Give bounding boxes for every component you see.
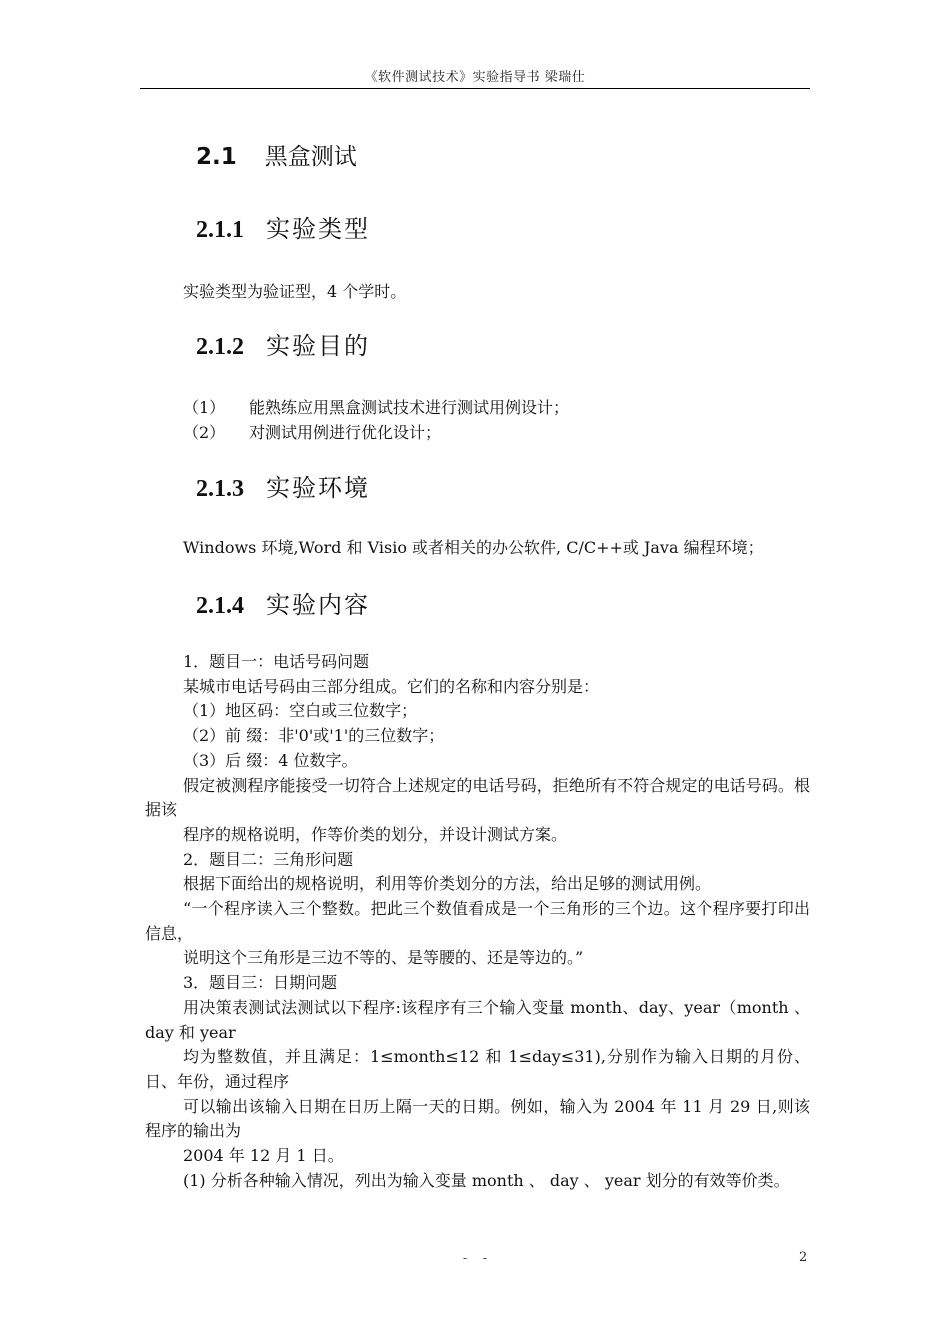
subsection-title: 实验目的 xyxy=(266,332,370,360)
list-item: （1）地区码：空白或三位数字； xyxy=(183,701,418,721)
subsection-heading xyxy=(196,326,370,361)
goal-item xyxy=(183,420,441,443)
goal-number: （2） xyxy=(183,423,226,442)
goal-item xyxy=(183,395,569,418)
footer-dashes: - - xyxy=(463,1251,493,1265)
goal-text: 能熟练应用黑盒测试技术进行测试用例设计； xyxy=(249,398,570,417)
subsection-heading xyxy=(196,468,370,503)
body-paragraph: 用决策表测试法测试以下程序:该程序有三个输入变量 month、day、year（month 、 day 和 year xyxy=(145,997,810,1042)
body-paragraph: 假定被测程序能接受一切符合上述规定的电话号码，拒绝所有不符合规定的电话号码。根据该 xyxy=(145,775,810,820)
subsection-heading xyxy=(196,209,370,244)
body-paragraph: 程序的规格说明，作等价类的划分，并设计测试方案。 xyxy=(183,824,568,844)
subsection-title: 实验类型 xyxy=(266,215,370,243)
section-number: 2.1 xyxy=(196,144,237,170)
body-paragraph: 根据下面给出的规格说明，利用等价类划分的方法，给出足够的测试用例。 xyxy=(183,874,712,894)
subsection-title: 实验环境 xyxy=(266,474,370,502)
body-paragraph: (1) 分析各种输入情况，列出为输入变量 month 、 day 、 year 划分的有效等价类。 xyxy=(183,1170,790,1190)
body-paragraph: 均为整数值，并且满足：1≤month≤12 和 1≤day≤31),分别作为输入日期的月份、日、年份，通过程序 xyxy=(145,1047,810,1091)
body-paragraph: 说明这个三角形是三边不等的、是等腰的、还是等边的。” xyxy=(183,948,584,968)
problem-title: 3．题目三：日期问题 xyxy=(183,973,338,993)
list-item: （3）后 缀：4 位数字。 xyxy=(183,750,358,770)
subsection-number: 2.1.4 xyxy=(196,593,244,619)
list-item: （2）前 缀：非'0'或'1'的三位数字； xyxy=(183,726,445,746)
subsection-number: 2.1.3 xyxy=(196,476,244,502)
body-paragraph: 可以输出该输入日期在日历上隔一天的日期。例如，输入为 2004 年 11 月 29 日,则该程序的输出为 xyxy=(145,1096,810,1141)
running-header: 《软件测试技术》实验指导书 梁瑞仕 xyxy=(364,70,586,85)
section-heading xyxy=(196,138,357,171)
body-paragraph: 某城市电话号码由三部分组成。它们的名称和内容分别是： xyxy=(183,676,600,696)
goal-text: 对测试用例进行优化设计； xyxy=(249,423,442,442)
environment-text: Windows 环境,Word 和 Visio 或者相关的办公软件, C/C++或 Java 编程环境； xyxy=(183,538,764,557)
subsection-number: 2.1.1 xyxy=(196,217,244,243)
page-number: 2 xyxy=(799,1250,808,1265)
body-paragraph: 2004 年 12 月 1 日。 xyxy=(183,1146,344,1166)
subsection-heading xyxy=(196,585,370,620)
body-paragraph: “一个程序读入三个整数。把此三个数值看成是一个三角形的三个边。这个程序要打印出信息， xyxy=(145,899,810,943)
problem-title: 2．题目二：三角形问题 xyxy=(183,849,354,869)
experiment-type-text: 实验类型为验证型，4 个学时。 xyxy=(183,282,407,301)
problem-title: 1．题目一：电话号码问题 xyxy=(183,652,370,671)
header-rule xyxy=(140,88,810,89)
content-body xyxy=(145,650,810,1193)
goal-number: （1） xyxy=(183,398,226,417)
subsection-title: 实验内容 xyxy=(266,591,370,619)
section-title: 黑盒测试 xyxy=(264,144,357,170)
subsection-number: 2.1.2 xyxy=(196,334,244,360)
